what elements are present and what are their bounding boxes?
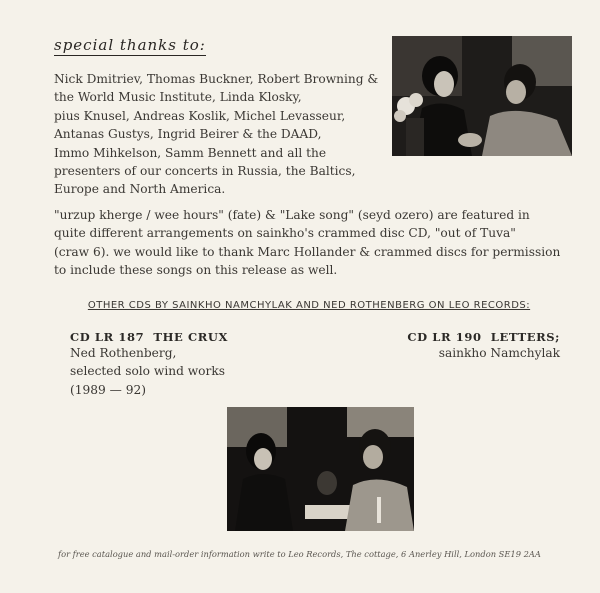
featured-line: "urzup kherge / wee hours" (fate) & "Lake song" (seyd ozero) are featured in bbox=[54, 208, 530, 222]
cd-code: CD LR 187 bbox=[70, 330, 145, 344]
other-cds-heading: OTHER CDS BY SAINKHO NAMCHYLAK AND NED ROTHENBERG ON LEO RECORDS: bbox=[87, 300, 531, 311]
cd-detail-line: selected solo wind works bbox=[70, 364, 225, 379]
featured-line: (craw 6). we would like to thank Marc Hollander & crammed discs for permission bbox=[54, 244, 561, 259]
featured-line: to include these songs on this release as well. bbox=[54, 263, 338, 278]
thanks-line: pius Knusel, Andreas Koslik, Michel Levasseur, bbox=[54, 108, 346, 123]
cd-entry-letters bbox=[380, 330, 560, 362]
featured-paragraph bbox=[54, 206, 574, 280]
thanks-line: Nick Dmitriev, Thomas Buckner, Robert Browning & bbox=[54, 72, 379, 86]
thanks-line: presenters of our concerts in Russia, the Baltics, bbox=[54, 164, 356, 179]
thanks-line: the World Music Institute, Linda Klosky, bbox=[54, 90, 302, 105]
thanks-line: Immo Mihkelson, Samm Bennett and all the bbox=[54, 145, 327, 160]
cd-title: THE CRUX bbox=[153, 330, 229, 344]
thanks-paragraph bbox=[54, 70, 384, 199]
thanks-line: Europe and North America. bbox=[54, 182, 226, 197]
photo-top-right bbox=[392, 36, 572, 156]
special-thanks-heading: special thanks to: bbox=[54, 36, 206, 54]
cd-detail-line: Ned Rothenberg, bbox=[70, 346, 177, 360]
cd-detail-line: (1989 — 92) bbox=[70, 382, 146, 397]
cd-title: LETTERS; bbox=[490, 330, 560, 344]
cd-code: CD LR 190 bbox=[407, 330, 482, 344]
cd-detail-line: sainkho Namchylak bbox=[438, 346, 560, 360]
featured-line: quite different arrangements on sainkho's crammed disc CD, "out of Tuva" bbox=[54, 226, 516, 241]
cd-entry-crux bbox=[70, 330, 290, 399]
footer-mailorder: for free catalogue and mail-order information write to Leo Records, The cottage, 6 Anerley Hill, London SE19 2AA bbox=[58, 549, 541, 559]
thanks-line: Antanas Gustys, Ingrid Beirer & the DAAD, bbox=[54, 127, 322, 142]
photo-bottom-center bbox=[227, 407, 414, 531]
